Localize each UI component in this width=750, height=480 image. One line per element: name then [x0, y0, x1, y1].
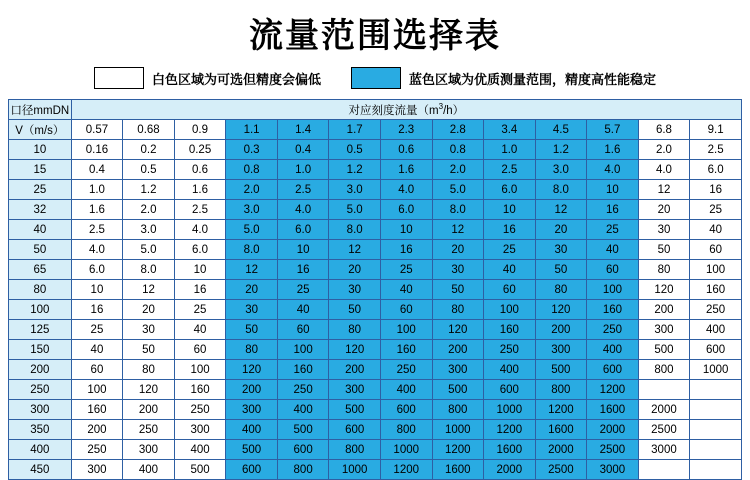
- table-cell: 3000: [587, 460, 639, 480]
- table-cell: 800: [380, 420, 432, 440]
- span-header-sup: 3: [438, 101, 444, 111]
- table-cell: 0.16: [71, 140, 123, 160]
- table-cell: 2000: [535, 440, 587, 460]
- legend-item-white: [94, 67, 321, 89]
- table-cell: 16: [277, 260, 329, 280]
- table-cell: 300: [174, 420, 226, 440]
- table-row: [9, 280, 742, 300]
- table-cell: 250: [690, 300, 742, 320]
- span-header-suffix: /h）: [443, 104, 465, 117]
- table-cell: 4.0: [174, 220, 226, 240]
- table-cell: 1.6: [174, 180, 226, 200]
- table-cell: 250: [484, 340, 536, 360]
- table-cell: 100: [71, 380, 123, 400]
- table-cell: 1.0: [484, 140, 536, 160]
- row-header-dn: 32: [9, 200, 72, 220]
- table-cell: 20: [123, 300, 175, 320]
- table-cell: 400: [484, 360, 536, 380]
- table-row: [9, 380, 742, 400]
- table-cell: 3.0: [226, 200, 278, 220]
- table-cell: 400: [123, 460, 175, 480]
- table-cell: 6.0: [174, 240, 226, 260]
- table-cell: 40: [380, 280, 432, 300]
- table-cell: 500: [174, 460, 226, 480]
- table-cell: 500: [638, 340, 690, 360]
- table-cell: 0.5: [123, 160, 175, 180]
- row-header-dn: 25: [9, 180, 72, 200]
- table-cell: 120: [432, 320, 484, 340]
- table-cell: 1.6: [71, 200, 123, 220]
- row-header-dn: 50: [9, 240, 72, 260]
- table-cell: 30: [226, 300, 278, 320]
- row-header-dn: 65: [9, 260, 72, 280]
- table-cell: 120: [226, 360, 278, 380]
- table-cell: 2.0: [123, 200, 175, 220]
- velocity-label: V（m/s）: [9, 120, 72, 140]
- flow-range-table: [8, 99, 742, 480]
- velocity-header-cell: 0.9: [174, 120, 226, 140]
- table-cell: 12: [226, 260, 278, 280]
- table-cell: 120: [123, 380, 175, 400]
- table-cell: 12: [432, 220, 484, 240]
- table-cell: 50: [123, 340, 175, 360]
- table-cell: 4.0: [638, 160, 690, 180]
- table-cell: 0.2: [123, 140, 175, 160]
- table-cell: 25: [174, 300, 226, 320]
- table-cell: 80: [329, 320, 381, 340]
- table-cell: 250: [587, 320, 639, 340]
- table-cell: 1.2: [535, 140, 587, 160]
- table-row: [9, 260, 742, 280]
- table-cell: 300: [71, 460, 123, 480]
- table-cell: 50: [638, 240, 690, 260]
- velocity-header-cell: 1.1: [226, 120, 278, 140]
- table-cell: 500: [432, 380, 484, 400]
- table-cell: 1000: [380, 440, 432, 460]
- table-cell: 2000: [587, 420, 639, 440]
- table-cell: 60: [380, 300, 432, 320]
- table-row: [9, 400, 742, 420]
- table-cell: 400: [380, 380, 432, 400]
- span-header-flow: [71, 100, 741, 120]
- table-cell: 400: [277, 400, 329, 420]
- table-cell: 3.0: [535, 160, 587, 180]
- table-cell: 30: [638, 220, 690, 240]
- table-row: [9, 160, 742, 180]
- table-cell: 2.5: [277, 180, 329, 200]
- table-row: [9, 140, 742, 160]
- table-cell: 8.0: [123, 260, 175, 280]
- velocity-header-cell: 9.1: [690, 120, 742, 140]
- table-cell: 1000: [432, 420, 484, 440]
- table-cell: 200: [432, 340, 484, 360]
- table-cell: 3000: [638, 440, 690, 460]
- table-cell: 16: [587, 200, 639, 220]
- table-cell: 2.5: [71, 220, 123, 240]
- table-cell: 1.2: [329, 160, 381, 180]
- table-cell: 2.0: [638, 140, 690, 160]
- legend-swatch-white-icon: [94, 67, 144, 89]
- table-cell: 1200: [587, 380, 639, 400]
- table-cell: 800: [329, 440, 381, 460]
- table-row: [9, 300, 742, 320]
- row-header-dn: 300: [9, 400, 72, 420]
- table-cell: 40: [484, 260, 536, 280]
- legend-label-blue: 蓝色区域为优质测量范围，精度高性能稳定: [409, 71, 657, 87]
- table-cell: 80: [226, 340, 278, 360]
- table-cell: 5.0: [226, 220, 278, 240]
- table-cell: 80: [638, 260, 690, 280]
- table-cell: 2.0: [432, 160, 484, 180]
- legend-swatch-blue-icon: [351, 67, 401, 89]
- table-cell: 100: [174, 360, 226, 380]
- table-cell: 10: [174, 260, 226, 280]
- table-cell: 1200: [432, 440, 484, 460]
- table-cell: 2500: [587, 440, 639, 460]
- table-cell: 1.2: [123, 180, 175, 200]
- row-header-dn: 150: [9, 340, 72, 360]
- table-cell: 50: [329, 300, 381, 320]
- table-cell: 80: [535, 280, 587, 300]
- table-cell: 160: [484, 320, 536, 340]
- table-cell: 6.0: [71, 260, 123, 280]
- table-cell: 8.0: [329, 220, 381, 240]
- table-cell: 10: [277, 240, 329, 260]
- table-cell: 100: [380, 320, 432, 340]
- table-cell: 400: [226, 420, 278, 440]
- velocity-header-cell: 1.7: [329, 120, 381, 140]
- velocity-header-cell: 0.57: [71, 120, 123, 140]
- table-cell: 4.0: [587, 160, 639, 180]
- table-cell: 0.6: [380, 140, 432, 160]
- velocity-header-cell: 2.3: [380, 120, 432, 140]
- table-cell: 0.8: [432, 140, 484, 160]
- velocity-header-cell: 4.5: [535, 120, 587, 140]
- table-cell: 40: [174, 320, 226, 340]
- span-header-prefix: 对应刻度流量（m: [348, 104, 439, 117]
- row-header-dn: 350: [9, 420, 72, 440]
- table-cell: 200: [123, 400, 175, 420]
- table-cell: 100: [484, 300, 536, 320]
- table-cell: 2500: [638, 420, 690, 440]
- row-header-dn: 125: [9, 320, 72, 340]
- row-header-dn: 200: [9, 360, 72, 380]
- table-cell: 120: [329, 340, 381, 360]
- table-row: [9, 420, 742, 440]
- table-cell: 100: [277, 340, 329, 360]
- table-cell: 16: [380, 240, 432, 260]
- row-header-dn: 10: [9, 140, 72, 160]
- table-cell: 20: [432, 240, 484, 260]
- table-cell: 500: [329, 400, 381, 420]
- table-cell: 25: [690, 200, 742, 220]
- table-cell: 16: [484, 220, 536, 240]
- table-cell: 20: [535, 220, 587, 240]
- table-cell: 4.0: [380, 180, 432, 200]
- table-row: [9, 240, 742, 260]
- table-cell: 12: [329, 240, 381, 260]
- table-cell: 1200: [380, 460, 432, 480]
- table-head-row-1: [9, 100, 742, 120]
- table-cell: 400: [174, 440, 226, 460]
- table-row: [9, 320, 742, 340]
- table-cell: 16: [71, 300, 123, 320]
- table-cell: 800: [432, 400, 484, 420]
- table-cell: 600: [226, 460, 278, 480]
- table-cell: 300: [123, 440, 175, 460]
- velocity-header-cell: 1.4: [277, 120, 329, 140]
- velocity-header-cell: 3.4: [484, 120, 536, 140]
- table-cell: 0.5: [329, 140, 381, 160]
- table-cell-empty: [690, 440, 742, 460]
- table-cell: 40: [690, 220, 742, 240]
- table-cell: 12: [638, 180, 690, 200]
- table-cell-empty: [638, 380, 690, 400]
- table-cell: 0.4: [277, 140, 329, 160]
- table-cell: 6.0: [277, 220, 329, 240]
- table-cell: 80: [123, 360, 175, 380]
- table-cell: 1000: [484, 400, 536, 420]
- table-cell: 800: [277, 460, 329, 480]
- table-cell: 1.0: [277, 160, 329, 180]
- table-cell: 30: [123, 320, 175, 340]
- table-cell: 20: [638, 200, 690, 220]
- table-cell: 6.0: [690, 160, 742, 180]
- table-cell: 25: [484, 240, 536, 260]
- row-header-dn: 100: [9, 300, 72, 320]
- table-cell: 600: [329, 420, 381, 440]
- table-row: [9, 200, 742, 220]
- table-cell: 2000: [638, 400, 690, 420]
- table-cell: 160: [587, 300, 639, 320]
- row-header-dn: 15: [9, 160, 72, 180]
- table-cell: 60: [587, 260, 639, 280]
- table-cell: 60: [277, 320, 329, 340]
- table-row: [9, 340, 742, 360]
- table-body: [9, 140, 742, 480]
- table-cell: 200: [638, 300, 690, 320]
- table-cell: 10: [587, 180, 639, 200]
- table-cell: 4.0: [71, 240, 123, 260]
- table-cell: 300: [226, 400, 278, 420]
- table-cell: 120: [638, 280, 690, 300]
- table-cell: 25: [71, 320, 123, 340]
- table-cell: 25: [380, 260, 432, 280]
- table-cell: 40: [71, 340, 123, 360]
- table-cell: 160: [71, 400, 123, 420]
- table-cell: 1.0: [71, 180, 123, 200]
- table-cell: 1.6: [380, 160, 432, 180]
- flow-table-wrap: [0, 99, 750, 480]
- table-cell-empty: [690, 380, 742, 400]
- table-cell: 160: [380, 340, 432, 360]
- table-cell: 1600: [484, 440, 536, 460]
- table-cell: 800: [535, 380, 587, 400]
- table-cell: 400: [587, 340, 639, 360]
- table-cell: 250: [71, 440, 123, 460]
- table-cell: 300: [432, 360, 484, 380]
- table-cell: 2.5: [690, 140, 742, 160]
- table-cell: 12: [123, 280, 175, 300]
- table-row: [9, 360, 742, 380]
- table-cell: 2.0: [226, 180, 278, 200]
- table-cell: 160: [277, 360, 329, 380]
- table-cell: 250: [174, 400, 226, 420]
- table-cell: 250: [380, 360, 432, 380]
- table-cell: 250: [277, 380, 329, 400]
- table-cell: 16: [174, 280, 226, 300]
- legend-item-blue: [351, 67, 656, 89]
- table-cell: 200: [71, 420, 123, 440]
- legend-label-white: 白色区域为可选但精度会偏低: [151, 71, 321, 87]
- table-cell: 8.0: [535, 180, 587, 200]
- row-header-dn: 40: [9, 220, 72, 240]
- table-head: [9, 100, 742, 140]
- table-cell: 0.4: [71, 160, 123, 180]
- table-cell: 5.0: [123, 240, 175, 260]
- table-cell: 300: [329, 380, 381, 400]
- table-cell: 6.0: [484, 180, 536, 200]
- table-row: [9, 180, 742, 200]
- table-cell: 2.5: [484, 160, 536, 180]
- table-cell: 20: [329, 260, 381, 280]
- table-cell: 60: [484, 280, 536, 300]
- table-cell: 0.25: [174, 140, 226, 160]
- row-header-dn: 250: [9, 380, 72, 400]
- table-cell: 300: [535, 340, 587, 360]
- velocity-header-cell: 6.8: [638, 120, 690, 140]
- table-cell: 16: [690, 180, 742, 200]
- table-row: [9, 220, 742, 240]
- table-cell: 250: [123, 420, 175, 440]
- table-cell: 120: [535, 300, 587, 320]
- table-cell: 2500: [535, 460, 587, 480]
- table-cell: 0.6: [174, 160, 226, 180]
- table-row: [9, 440, 742, 460]
- table-cell: 800: [638, 360, 690, 380]
- table-cell: 20: [226, 280, 278, 300]
- table-cell: 30: [432, 260, 484, 280]
- row-header-dn: 400: [9, 440, 72, 460]
- table-cell: 1200: [535, 400, 587, 420]
- row-header-dn: 450: [9, 460, 72, 480]
- table-cell: 500: [277, 420, 329, 440]
- table-cell: 2000: [484, 460, 536, 480]
- table-cell: 4.0: [277, 200, 329, 220]
- table-head-row-velocity: [9, 120, 742, 140]
- table-cell: 1000: [329, 460, 381, 480]
- velocity-header-cell: 0.68: [123, 120, 175, 140]
- table-cell: 600: [587, 360, 639, 380]
- table-cell: 3.0: [329, 180, 381, 200]
- table-cell: 25: [277, 280, 329, 300]
- page-title: 流量范围选择表: [249, 17, 501, 55]
- table-cell: 12: [535, 200, 587, 220]
- table-cell: 0.8: [226, 160, 278, 180]
- table-cell: 2.5: [174, 200, 226, 220]
- table-cell: 1200: [484, 420, 536, 440]
- table-cell: 60: [690, 240, 742, 260]
- table-cell: 25: [587, 220, 639, 240]
- table-cell: 500: [226, 440, 278, 460]
- table-cell: 50: [226, 320, 278, 340]
- table-cell: 200: [226, 380, 278, 400]
- table-cell-empty: [690, 400, 742, 420]
- table-cell: 3.0: [123, 220, 175, 240]
- table-cell: 5.0: [329, 200, 381, 220]
- table-cell-empty: [690, 420, 742, 440]
- row-header-dn: 80: [9, 280, 72, 300]
- table-cell: 30: [535, 240, 587, 260]
- table-cell: 30: [329, 280, 381, 300]
- table-cell: 200: [329, 360, 381, 380]
- table-cell: 600: [484, 380, 536, 400]
- table-cell: 1.6: [587, 140, 639, 160]
- table-cell: 5.0: [432, 180, 484, 200]
- table-cell: 160: [174, 380, 226, 400]
- table-cell: 1600: [587, 400, 639, 420]
- table-cell: 500: [535, 360, 587, 380]
- table-cell: 600: [277, 440, 329, 460]
- table-cell: 1000: [690, 360, 742, 380]
- table-cell: 60: [71, 360, 123, 380]
- table-cell: 8.0: [432, 200, 484, 220]
- corner-label-dn: 口径mmDN: [9, 100, 72, 120]
- table-cell: 1600: [432, 460, 484, 480]
- table-cell: 50: [535, 260, 587, 280]
- table-cell: 300: [638, 320, 690, 340]
- table-cell: 40: [587, 240, 639, 260]
- table-cell: 400: [690, 320, 742, 340]
- table-cell: 6.0: [380, 200, 432, 220]
- table-cell: 600: [690, 340, 742, 360]
- table-cell: 10: [484, 200, 536, 220]
- table-cell: 8.0: [226, 240, 278, 260]
- table-cell: 600: [380, 400, 432, 420]
- table-cell: 200: [535, 320, 587, 340]
- velocity-header-cell: 2.8: [432, 120, 484, 140]
- table-cell: 100: [690, 260, 742, 280]
- table-cell: 100: [587, 280, 639, 300]
- table-cell: 60: [174, 340, 226, 360]
- table-cell: 0.3: [226, 140, 278, 160]
- velocity-header-cell: 5.7: [587, 120, 639, 140]
- table-cell: 80: [432, 300, 484, 320]
- legend: [0, 67, 750, 89]
- table-cell: 160: [690, 280, 742, 300]
- table-cell: 50: [432, 280, 484, 300]
- table-cell: 1600: [535, 420, 587, 440]
- table-cell: 40: [277, 300, 329, 320]
- table-cell: 10: [380, 220, 432, 240]
- table-cell: 10: [71, 280, 123, 300]
